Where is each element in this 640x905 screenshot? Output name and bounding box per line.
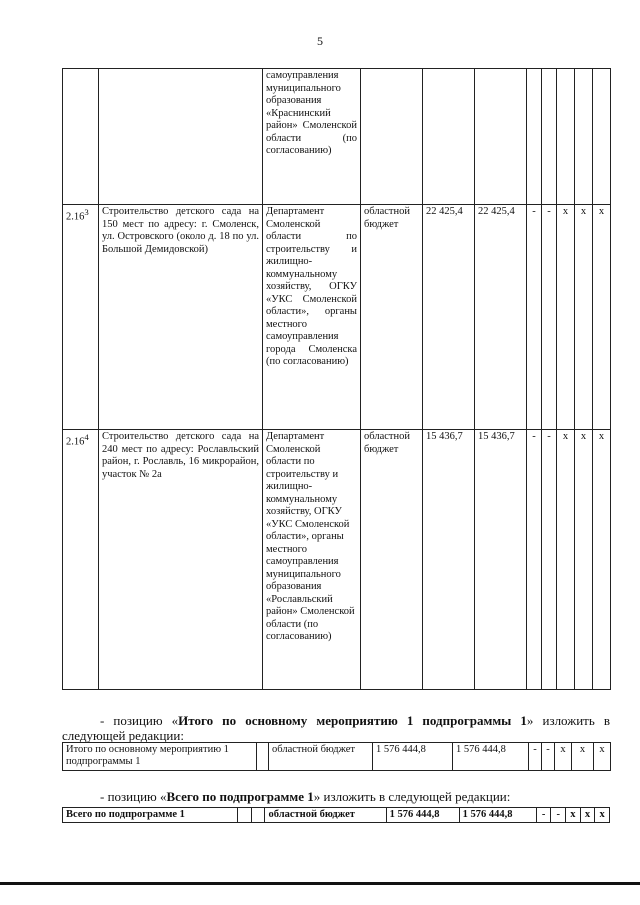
measure-name: Строительство детского сада на 240 мест по адресу: Рославльский район, г. Рославль, 16 микрорайон, участок № 2а	[99, 430, 263, 690]
executor-cell: самоуправления муниципального образования «Краснинский район» Смоленской области (по согласованию)	[263, 69, 361, 205]
indicator-1: x	[566, 808, 581, 823]
table-row-continuation	[63, 69, 611, 205]
total-amount: 1 576 444,8	[373, 743, 453, 771]
indicator-3: x	[595, 808, 610, 823]
row-number: 2.16$^4$	[63, 430, 99, 690]
year1-amount: 1 576 444,8	[459, 808, 536, 823]
executor-cell: Департамент Смоленской области по строительству и жилищно-коммунальному хозяйству, ОГКУ «УКС Смоленской области», органы местного самоуправления города Смоленска (по согласованию)	[263, 205, 361, 430]
indicator-1: x	[557, 430, 575, 690]
itogo-table	[62, 742, 611, 771]
year1-amount: 1 576 444,8	[453, 743, 529, 771]
total-amount: 22 425,4	[423, 205, 475, 430]
indicator-2: x	[575, 205, 593, 430]
vsego-table	[62, 807, 610, 823]
instruction-paragraph-itogo: - позицию «Итого по основному мероприятию 1 подпрограммы 1» изложить в следующей редакции:	[62, 713, 611, 743]
year3-amount: -	[542, 743, 555, 771]
table-row	[63, 808, 610, 823]
year1-amount: 22 425,4	[475, 205, 527, 430]
itogo-name: Итого по основному мероприятию 1 подпрограммы 1	[63, 743, 257, 771]
indicator-3: x	[593, 430, 611, 690]
year2-amount: -	[527, 430, 542, 690]
page-number: 5	[317, 34, 323, 48]
total-amount: 1 576 444,8	[386, 808, 459, 823]
table-row	[63, 743, 611, 771]
indicator-2: x	[575, 430, 593, 690]
indicator-3: x	[593, 205, 611, 430]
year1-amount: 15 436,7	[475, 430, 527, 690]
funding-source: областной бюджет	[361, 430, 423, 690]
table-row	[63, 430, 611, 690]
year2-amount: -	[529, 743, 542, 771]
indicator-2: x	[580, 808, 595, 823]
row-number: 2.16$^3$	[63, 205, 99, 430]
vsego-name: Всего по подпрограмме 1	[63, 808, 238, 823]
page-bottom-rule	[0, 882, 640, 885]
year2-amount: -	[536, 808, 551, 823]
measure-name: Строительство детского сада на 150 мест по адресу: г. Смоленск, ул. Островского (около д. 18 по ул. Большой Демидовской)	[99, 205, 263, 430]
instruction-paragraph-vsego: - позицию «Всего по подпрограмме 1» изложить в следующей редакции:	[100, 789, 511, 804]
measures-table	[62, 68, 611, 690]
funding-source: областной бюджет	[265, 808, 386, 823]
year2-amount: -	[527, 205, 542, 430]
indicator-1: x	[557, 205, 575, 430]
funding-source: областной бюджет	[361, 205, 423, 430]
indicator-1: x	[555, 743, 572, 771]
executor-cell: Департамент Смоленской области по строительству и жилищно-коммунальному хозяйству, ОГКУ «УКС Смоленской области», органы местного самоуправления муниципального образования «Рославльский район» Смоленской области (по согласованию)	[263, 430, 361, 690]
year3-amount: -	[551, 808, 566, 823]
year3-amount: -	[542, 205, 557, 430]
funding-source: областной бюджет	[269, 743, 373, 771]
indicator-2: x	[572, 743, 594, 771]
table-row	[63, 205, 611, 430]
total-amount: 15 436,7	[423, 430, 475, 690]
year3-amount: -	[542, 430, 557, 690]
indicator-3: x	[594, 743, 611, 771]
